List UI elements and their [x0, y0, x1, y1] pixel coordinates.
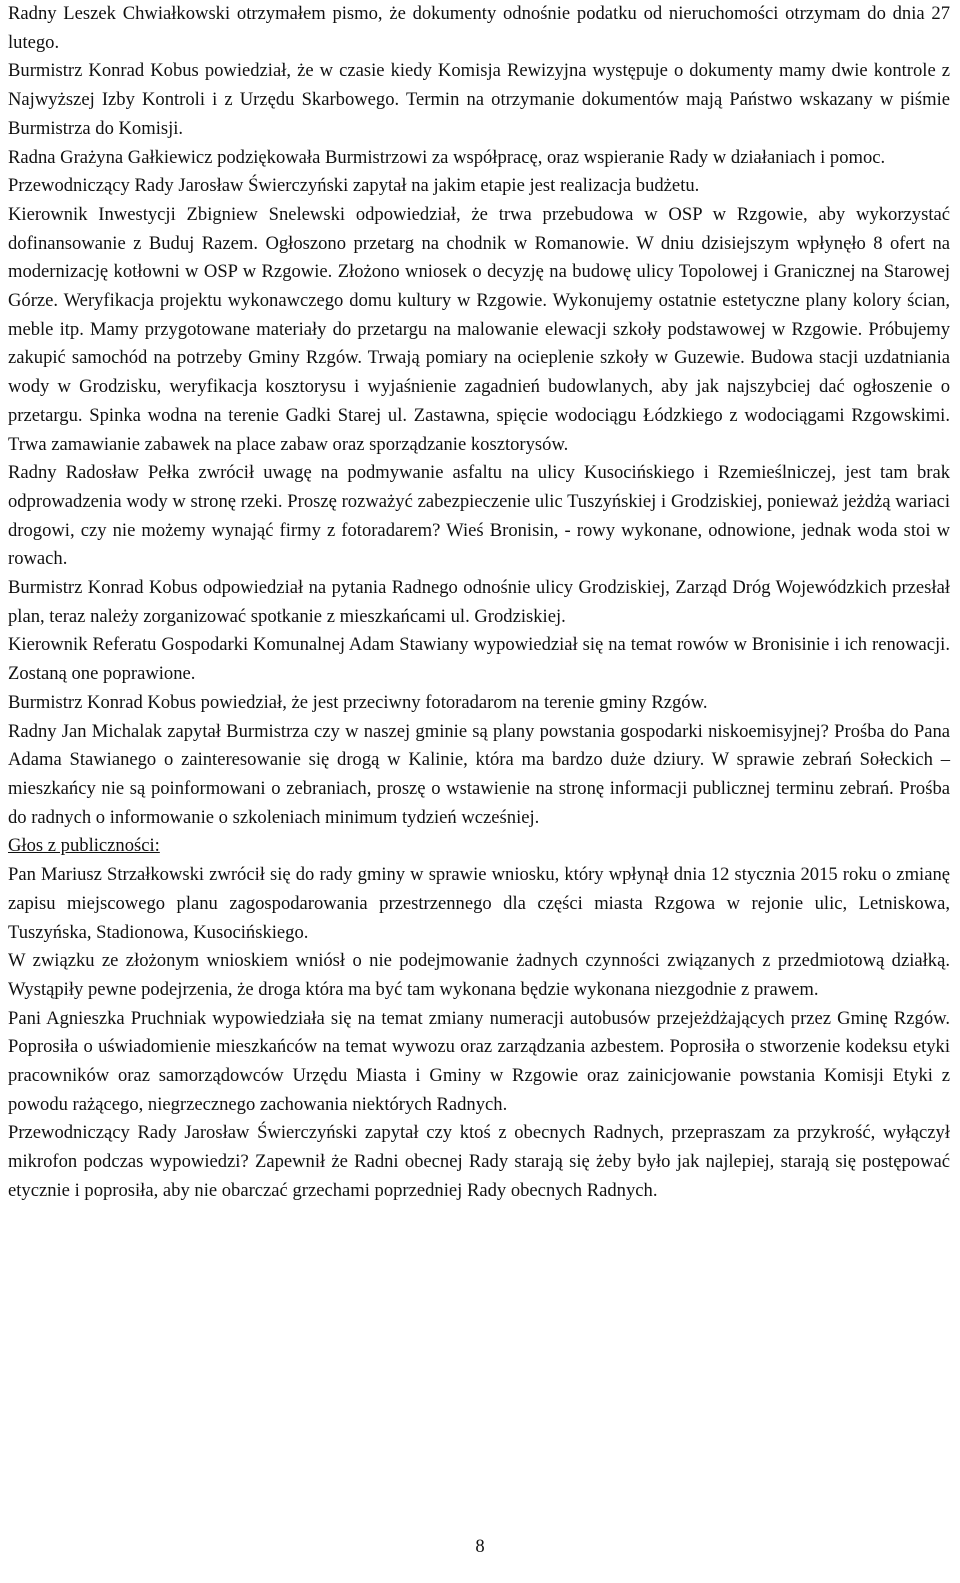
page-number: 8	[475, 1536, 485, 1557]
paragraph-strzalkowski-request	[8, 947, 950, 1004]
sentence: Weryfikacja projektu wykonawczego domu kultury w Rzgowie.	[63, 290, 548, 312]
sentence: Trwają pomiary na ocieplenie szkoły w Guzewie.	[367, 347, 745, 369]
sentence: Prośba do radnych o informowanie o szkoleniach minimum tydzień wcześniej.	[8, 777, 950, 828]
sentence: Proszę rozważyć zabezpieczenie ulic Tuszyńskiej i Grodziskiej, ponieważ jeżdżą wariaci drogowi, czy nie możemy wynająć firmy z fotoradarem?	[8, 490, 950, 541]
paragraph-kobus-documents	[8, 57, 950, 143]
sentence: Złożono wniosek o decyzję na budowę ulicy Topolowej i Granicznej na Starowej Górze.	[8, 261, 950, 312]
paragraph-strzalkowski	[8, 861, 950, 947]
sentence: Próbujemy zakupić samochód na potrzeby Gminy Rzgów.	[8, 318, 951, 369]
paragraph-pelka	[8, 459, 950, 574]
sentence: Spinka wodna na terenie Gadki Starej ul.	[89, 404, 408, 426]
sentence: Zastawna, spięcie wodociągu Łódzkiego z wodociągami Rzgowskimi.	[413, 404, 950, 426]
sentence: Budowa stacji uzdatniania wody w Grodzisku, weryfikacja kosztorysu i wyjaśnienie zagadnień budowlanych, aby jak najszybciej dać ogłoszenie o przetargu.	[8, 347, 950, 426]
sentence: Poprosiła o uświadomienie mieszkańców na temat wywozu oraz zarządzania azbestem.	[8, 1036, 665, 1058]
section-heading-public	[8, 832, 950, 861]
paragraph-pruchniak	[8, 1005, 950, 1120]
sentence: Termin na otrzymanie dokumentów mają Państwo wskazany w piśmie Burmistrza do Komisji.	[8, 89, 951, 139]
paragraph-stawiany	[8, 631, 950, 688]
sentence: Radna Grażyna Gałkiewicz podziękowała Burmistrzowi za współpracę, oraz wspieranie Rady w działaniach i pomoc.	[8, 146, 886, 168]
sentence: Prośba do Pana Adama Stawianego o zainteresowanie się drogą w Kalinie, która ma bardzo duże dziury.	[8, 720, 950, 771]
paragraph-swierczynski-budget	[8, 172, 950, 201]
sentence: Radny Leszek Chwiałkowski otrzymałem pismo, że dokumenty odnośnie podatku od nieruchomości otrzymam do dnia 27 lutego.	[8, 3, 950, 53]
sentence: Przewodniczący Rady Jarosław Świerczyński zapytał na jakim etapie jest realizacja budżetu.	[8, 175, 700, 197]
sentence: Trwa zamawianie zabawek na place zabaw oraz sporządzanie kosztorysów.	[8, 433, 569, 455]
sentence: Pani Agnieszka Pruchniak wypowiedziała się na temat zmiany numeracji autobusów przejeżdżających przez Gminę Rzgów.	[8, 1007, 950, 1029]
sentence: Radny Jan Michalak zapytał Burmistrza czy w naszej gminie są plany powstania gospodarki niskoemisyjnej?	[8, 720, 829, 742]
paragraph-snelewski-investments	[8, 201, 950, 459]
sentence: Przewodniczący Rady Jarosław Świerczyński zapytał czy ktoś z obecnych Radnych, przepraszam za przykrość, wyłączył mikrofon podczas wypowiedzi?	[8, 1122, 950, 1173]
paragraph-kobus-speed-cameras	[8, 689, 950, 718]
paragraph-galkiewicz	[8, 144, 950, 173]
sentence: W sprawie zebrań Sołeckich – mieszkańcy nie są poinformowani o zebraniach, proszę o wstawienie na stronę informacji publicznej terminu zebrań.	[8, 749, 950, 799]
sentence: Zostaną one poprawione.	[8, 663, 196, 685]
paragraph-swierczynski-ethics	[8, 1119, 950, 1205]
sentence: W dniu dzisiejszym wpłynęło 8 ofert na modernizację kotłowni w OSP w Rzgowie.	[8, 232, 951, 283]
paragraph-chwialkowski	[8, 0, 950, 57]
sentence: Poprosiła o stworzenie kodeksu etyki pracowników oraz samorządowców Urzędu Miasta i Gminy w Rzgowie oraz zainicjowanie powstania Komisji Etyki z powodu rażącego, niegrzecznego zachowania niektórych Radnych.	[8, 1036, 951, 1115]
paragraph-kobus-grodziska	[8, 574, 950, 631]
sentence: Wystąpiły pewne podejrzenia, że droga która ma być tam wykonana będzie wykonana niezgodnie z prawem.	[8, 978, 819, 1000]
sentence: Mamy przygotowane materiały do przetargu na malowanie elewacji szkoły podstawowej w Rzgowie.	[90, 318, 863, 340]
sentence: Wykonujemy ostatnie estetyczne plany kolory ścian, meble itp.	[8, 290, 951, 340]
sentence: Wieś Bronisin, - rowy wykonane, odnowione, jednak woda stoi w rowach.	[8, 519, 951, 570]
sentence: W związku ze złożonym wnioskiem wniósł o nie podejmowanie żadnych czynności związanych z przedmiotową działką.	[8, 950, 950, 972]
sentence: Burmistrz Konrad Kobus odpowiedział na pytania Radnego odnośnie ulicy Grodziskiej, Zarząd Dróg Wojewódzkich przesłał plan, teraz należy zorganizować spotkanie z mieszkańcami ul. Grodziskiej.	[8, 577, 950, 627]
paragraph-michalak	[8, 718, 950, 833]
sentence: Ogłoszono przetarg na chodnik w Romanowie.	[265, 232, 630, 254]
sentence: Burmistrz Konrad Kobus powiedział, że w czasie kiedy Komisja Rewizyjna występuje o dokumenty mamy dwie kontrole z Najwyższej Izby Kontroli i z Urzędu Skarbowego.	[8, 60, 950, 111]
sentence: Radny Radosław Pełka zwrócił uwagę na podmywanie asfaltu na ulicy Kusocińskiego i Rzemieślniczej, jest tam brak odprowadzenia wody w stronę rzeki.	[8, 462, 950, 512]
sentence: Pan Mariusz Strzałkowski zwrócił się do rady gminy w sprawie wniosku, który wpłynął dnia 12 stycznia 2015 roku o zmianę zapisu miejscowego planu zagospodarowania przestrzennego dla części miasta Rzgowa w rejonie ulic, Letniskowa, Tuszyńska, Stadionowa, Kusocińskiego.	[8, 864, 950, 943]
sentence: Zapewnił że Radni obecnej Rady starają się żeby było jak najlepiej, starają się postępować etycznie i poprosiła, aby nie obarczać grzechami poprzedniej Rady obecnych Radnych.	[8, 1151, 950, 1201]
section-heading-text: Głos z publiczności:	[8, 835, 160, 857]
sentence: Burmistrz Konrad Kobus powiedział, że jest przeciwny fotoradarom na terenie gminy Rzgów.	[8, 691, 708, 713]
sentence: Kierownik Inwestycji Zbigniew Snelewski odpowiedział, że trwa przebudowa w OSP w Rzgowie, aby wykorzystać dofinansowanie z Buduj Razem.	[8, 203, 950, 254]
sentence: Kierownik Referatu Gospodarki Komunalnej Adam Stawiany wypowiedział się na temat rowów w Bronisinie i ich renowacji.	[8, 634, 950, 656]
